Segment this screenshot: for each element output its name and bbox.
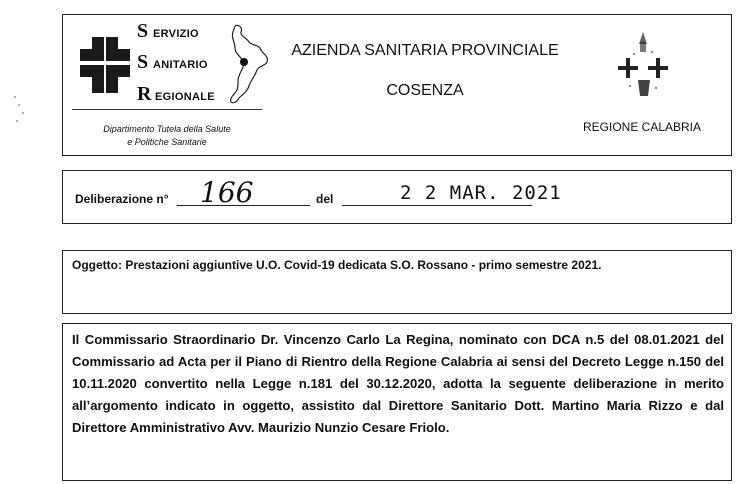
region-name: REGIONE CALABRIA bbox=[582, 120, 702, 134]
department-line1: Dipartimento Tutela della Salute bbox=[103, 124, 231, 134]
ssr-initial-s1: S bbox=[137, 20, 149, 42]
date-underline bbox=[342, 205, 532, 206]
department-divider bbox=[72, 109, 262, 110]
deliberation-date-label: del bbox=[316, 192, 334, 206]
deliberation-date-value: 2 2 MAR. 2021 bbox=[400, 182, 562, 204]
ssr-initial-s2: S bbox=[137, 51, 149, 73]
scan-speckle bbox=[18, 104, 20, 106]
ssr-word-servizio: ERVIZIO bbox=[153, 28, 199, 40]
agency-name: AZIENDA SANITARIA PROVINCIALE bbox=[291, 42, 559, 59]
deliberation-number-value: 166 bbox=[200, 176, 254, 209]
scan-speckle bbox=[16, 120, 18, 122]
scan-speckle bbox=[22, 112, 24, 114]
preamble-text: Il Commissario Straordinario Dr. Vincenzo Carlo La Regina, nominato con DCA n.5 del 08.01.2021 del Commissario ad Acta per il Piano di Rientro della Regione Calabria ai sensi del Decreto Legge n.150 del 10.11.2020 convertito nella Legge n.181 del 30.12.2020, adotta la seguente deliberazione in merito all’argomento indicato in oggetto, assistito dal Direttore Sanitario Dott. Martino Maria Rizzo e dal Direttore Amministrativo Avv. Maurizio Nunzio Cesare Friolo. bbox=[72, 332, 724, 435]
calabria-map-icon bbox=[225, 22, 275, 108]
regione-calabria-crest-icon bbox=[610, 30, 676, 116]
deliberation-number-label: Deliberazione n° bbox=[75, 192, 169, 206]
ssr-initial-r: R bbox=[137, 83, 152, 105]
ssr-word-regionale: EGIONALE bbox=[155, 91, 215, 103]
ssr-word-sanitario: ANITARIO bbox=[153, 59, 208, 71]
scan-speckle bbox=[14, 96, 16, 98]
agency-city: COSENZA bbox=[386, 82, 464, 99]
subject-text: Oggetto: Prestazioni aggiuntive U.O. Covid-19 dedicata S.O. Rossano - primo semestre 2021. bbox=[72, 258, 602, 272]
department-line2: e Politiche Sanitarie bbox=[127, 137, 207, 147]
